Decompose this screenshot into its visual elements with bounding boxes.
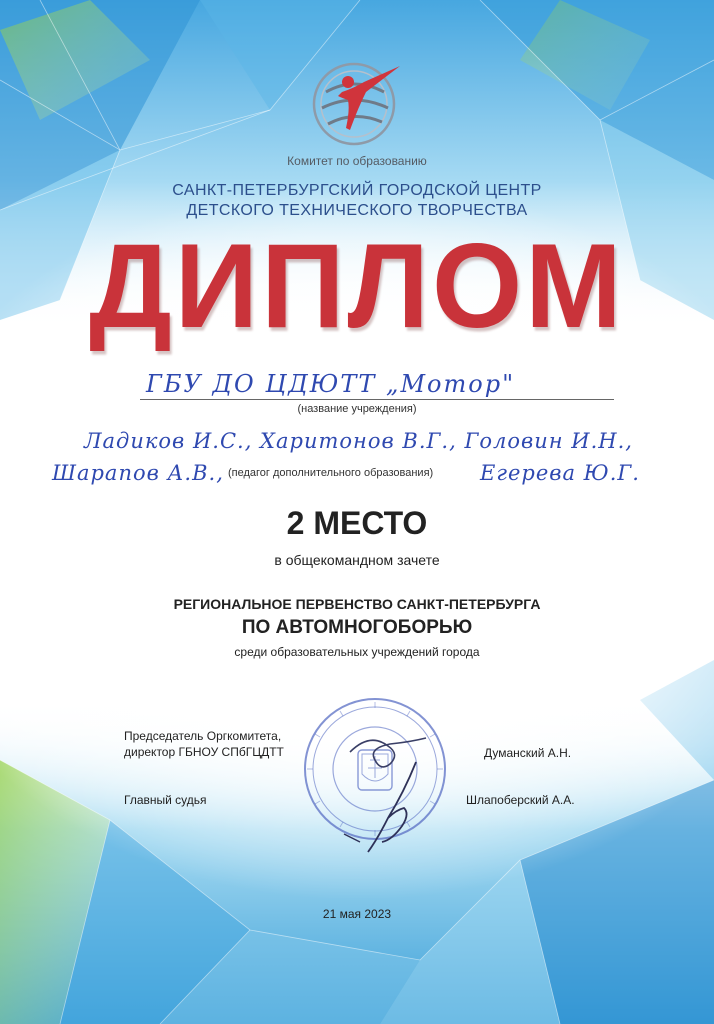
teachers-line-2-right: Егерева Ю.Г. [480, 461, 640, 485]
teachers-line-1: Ладиков И.С., Харитонов В.Г., Головин И.Н., [84, 429, 633, 453]
organization-name [0, 181, 714, 221]
institution-caption: (название учреждения) [297, 403, 417, 415]
logo-emblem-icon [302, 58, 412, 150]
chair-title-line-2: директор ГБНОУ СПбГЦДТТ [124, 745, 284, 759]
chair-title-line-1: Председатель Оргкомитета, [124, 729, 282, 743]
award-date: 21 мая 2023 [322, 907, 392, 921]
committee-name: Комитет по образованию [287, 154, 427, 168]
judge-name: Шлапоберский А.А. [466, 793, 575, 807]
award-category: в общекомандном зачете [274, 552, 440, 568]
place-award: 2 МЕСТО [286, 505, 428, 541]
diploma-title: ДИПЛОМ [89, 219, 625, 353]
event-subtitle: среди образовательных учреждений города [234, 645, 480, 659]
signature-mark-icon [330, 722, 450, 862]
institution-underline [140, 399, 614, 400]
event-title-line-2: ПО АВТОМНОГОБОРЬЮ [241, 617, 473, 638]
institution-handwritten: ГБУ ДО ЦДЮТТ „Мотор" [146, 370, 516, 398]
organization-line-1: САНКТ-ПЕТЕРБУРГСКИЙ ГОРОДСКОЙ ЦЕНТР [172, 182, 542, 199]
chair-name: Думанский А.Н. [484, 746, 572, 760]
organization-line-2: ДЕТСКОГО ТЕХНИЧЕСКОГО ТВОРЧЕСТВА [186, 202, 528, 219]
teacher-caption: (педагог дополнительного образования) [228, 467, 434, 479]
teachers-line-2-left: Шарапов А.В., [52, 461, 224, 485]
judge-title: Главный судья [124, 793, 207, 807]
event-title-line-1: РЕГИОНАЛЬНОЕ ПЕРВЕНСТВО САНКТ-ПЕТЕРБУРГА [173, 596, 541, 612]
